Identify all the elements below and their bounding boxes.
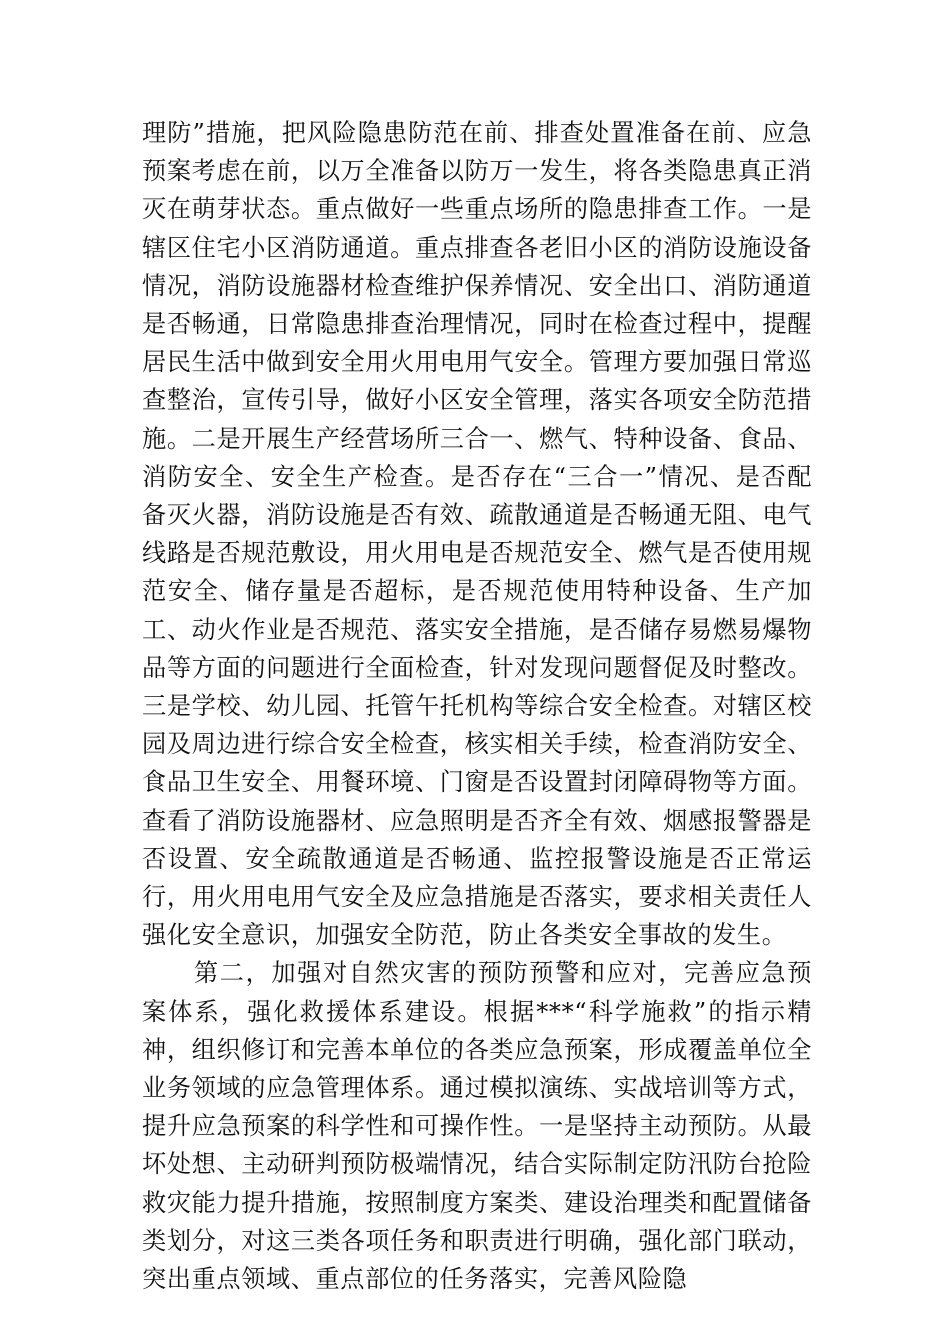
paragraph-continuation: 理防”措施，把风险隐患防范在前、排查处置准备在前、应急预案考虑在前，以万全准备以防万一发生，将各类隐患真正消灭在萌芽状态。重点做好一些重点场所的隐患排查工作。一是辖区住宅小区消防通道。重点排查各老旧小区的消防设施设备情况，消防设施器材检查维护保养情况、安全出口、消防通道是否畅通，日常隐患排查治理情况，同时在检查过程中，提醒居民生活中做到安全用火用电用气安全。管理方要加强日常巡查整治，宣传引导，做好小区安全管理，落实各项安全防范措施。二是开展生产经营场所三合一、燃气、特种设备、食品、消防安全、安全生产检查。是否存在“三合一”情况、是否配备灭火器，消防设施是否有效、疏散通道是否畅通无阻、电气线路是否规范敷设，用火用电是否规范安全、燃气是否使用规范安全、储存量是否超标，是否规范使用特种设备、生产加工、动火作业是否规范、落实安全措施，是否储存易燃易爆物品等方面的问题进行全面检查，针对发现问题督促及时整改。三是学校、幼儿园、托管午托机构等综合安全检查。对辖区校园及周边进行综合安全检查，核实相关手续，检查消防安全、食品卫生安全、用餐环境、门窗是否设置封闭障碍物等方面。查看了消防设施器材、应急照明是否齐全有效、烟感报警器是否设置、安全疏散通道是否畅通、监控报警设施是否正常运行，用火用电用气安全及应急措施是否落实，要求相关责任人强化安全意识，加强安全防范，防止各类安全事故的发生。 <box>142 119 812 950</box>
body-text <box>142 114 812 1298</box>
paragraph-second-point: 第二，加强对自然灾害的预防预警和应对，完善应急预案体系，强化救援体系建设。根据***“科学施救”的指示精神，组织修订和完善本单位的各类应急预案，形成覆盖单位全业务领域的应急管理体系。通过模拟演练、实战培训等方式，提升应急预案的科学性和可操作性。一是坚持主动预防。从最坏处想、主动研判预防极端情况，结合实际制定防汛防台抢险救灾能力提升措施，按照制度方案类、建设治理类和配置储备类划分，对这三类各项任务和职责进行明确，强化部门联动，突出重点领域、重点部位的任务落实，完善风险隐 <box>142 959 812 1294</box>
